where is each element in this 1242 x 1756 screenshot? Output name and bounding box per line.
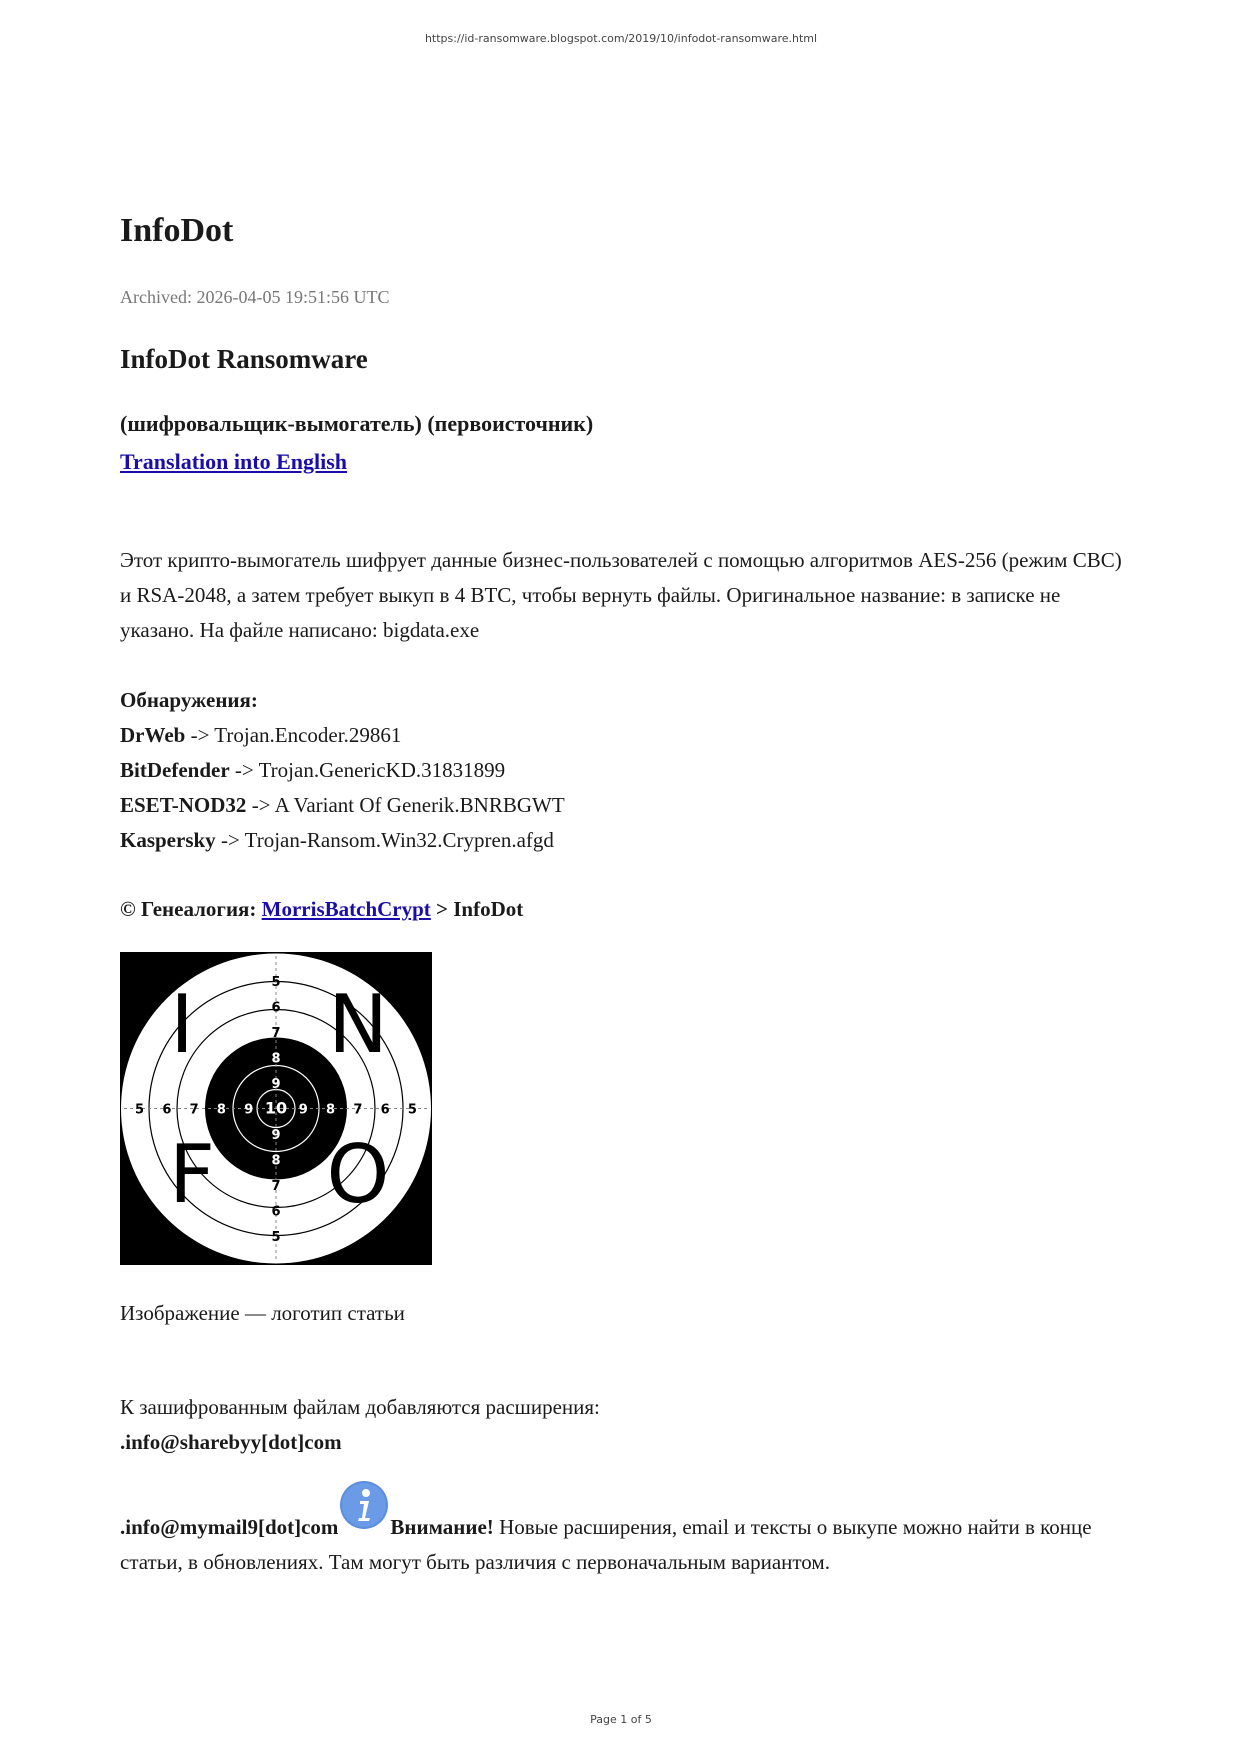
logo-vertical-number: 8 (271, 1051, 281, 1067)
logo-horizontal-number: 9 (298, 1102, 308, 1118)
logo-horizontal-number: 8 (216, 1102, 226, 1118)
logo-letter: I (170, 978, 194, 1071)
article-logo-target (120, 952, 432, 1265)
logo-vertical-number: 8 (271, 1153, 281, 1169)
extensions-intro: К зашифрованным файлам добавляются расширения: (120, 1395, 600, 1419)
genealogy: © Генеалогия: MorrisBatchCrypt > InfoDot (120, 897, 524, 921)
logo-horizontal-number: 10 (264, 1098, 288, 1118)
logo-vertical-number: 5 (271, 1230, 281, 1245)
extension-item: .info@sharebyy[dot]com (120, 1430, 342, 1454)
page-number: Page 1 of 5 (590, 1713, 652, 1726)
logo-horizontal-number: 7 (353, 1102, 363, 1118)
detections-label: Обнаружения: (120, 688, 258, 712)
translation-link[interactable]: Translation into English (120, 449, 347, 474)
archived-timestamp: Archived: 2026-04-05 19:51:56 UTC (120, 287, 390, 307)
logo-letter: F (168, 1128, 216, 1221)
detection-row: BitDefender -> Trojan.GenericKD.31831899 (120, 758, 506, 782)
intro-paragraph: Этот крипто-вымогатель шифрует данные бизнес-пользователей с помощью алгоритмов AES-256 (режим CBC) и RSA-2048, а затем требует выкуп в 4 BTC, чтобы вернуть файлы. Оригинальное название: в записке не указано. На файле написано: bigdata.exe (120, 548, 1122, 642)
logo-letter: O (326, 1128, 390, 1221)
attention-note (120, 1490, 1130, 1580)
logo-vertical-number: 7 (271, 1026, 281, 1041)
logo-horizontal-number: 6 (162, 1102, 172, 1118)
article-subtitle: (шифровальщик-вымогатель) (первоисточник) (120, 411, 594, 436)
page-url: https://id-ransomware.blogspot.com/2019/10/infodot-ransomware.html (424, 32, 818, 45)
logo-vertical-number: 9 (271, 1077, 281, 1092)
attention-text: Новые расширения, email и тексты о выкупе можно найти в конце статьи, в обновлениях. Там могут быть различия с первоначальным вариантом. (120, 1515, 1092, 1574)
logo-horizontal-number: 6 (380, 1102, 390, 1118)
logo-letter: N (328, 978, 388, 1071)
logo-vertical-number: 5 (271, 975, 281, 990)
logo-horizontal-number: 8 (326, 1102, 336, 1118)
logo-vertical-number: 7 (271, 1179, 281, 1194)
genealogy-link[interactable]: MorrisBatchCrypt (261, 897, 431, 921)
logo-vertical-number: 6 (271, 1204, 281, 1220)
logo-vertical-number: 6 (271, 1000, 281, 1016)
logo-caption: Изображение — логотип статьи (120, 1301, 405, 1325)
logo-horizontal-number: 7 (189, 1102, 199, 1118)
page-title: InfoDot (120, 212, 234, 249)
attention-label: Внимание! (390, 1515, 494, 1539)
logo-horizontal-number: 5 (407, 1102, 417, 1118)
logo-vertical-number: 9 (271, 1128, 281, 1143)
detection-row: DrWeb -> Trojan.Encoder.29861 (120, 723, 402, 747)
article-heading: InfoDot Ransomware (120, 344, 368, 374)
detection-row: Kaspersky -> Trojan-Ransom.Win32.Crypren.afgd (120, 828, 554, 852)
logo-horizontal-number: 5 (135, 1102, 145, 1118)
info-icon (339, 1480, 389, 1530)
logo-horizontal-number: 9 (244, 1102, 254, 1118)
extension-item: .info@mymail9[dot]com (120, 1515, 339, 1539)
detection-row: ESET-NOD32 -> A Variant Of Generik.BNRBGWT (120, 793, 565, 817)
